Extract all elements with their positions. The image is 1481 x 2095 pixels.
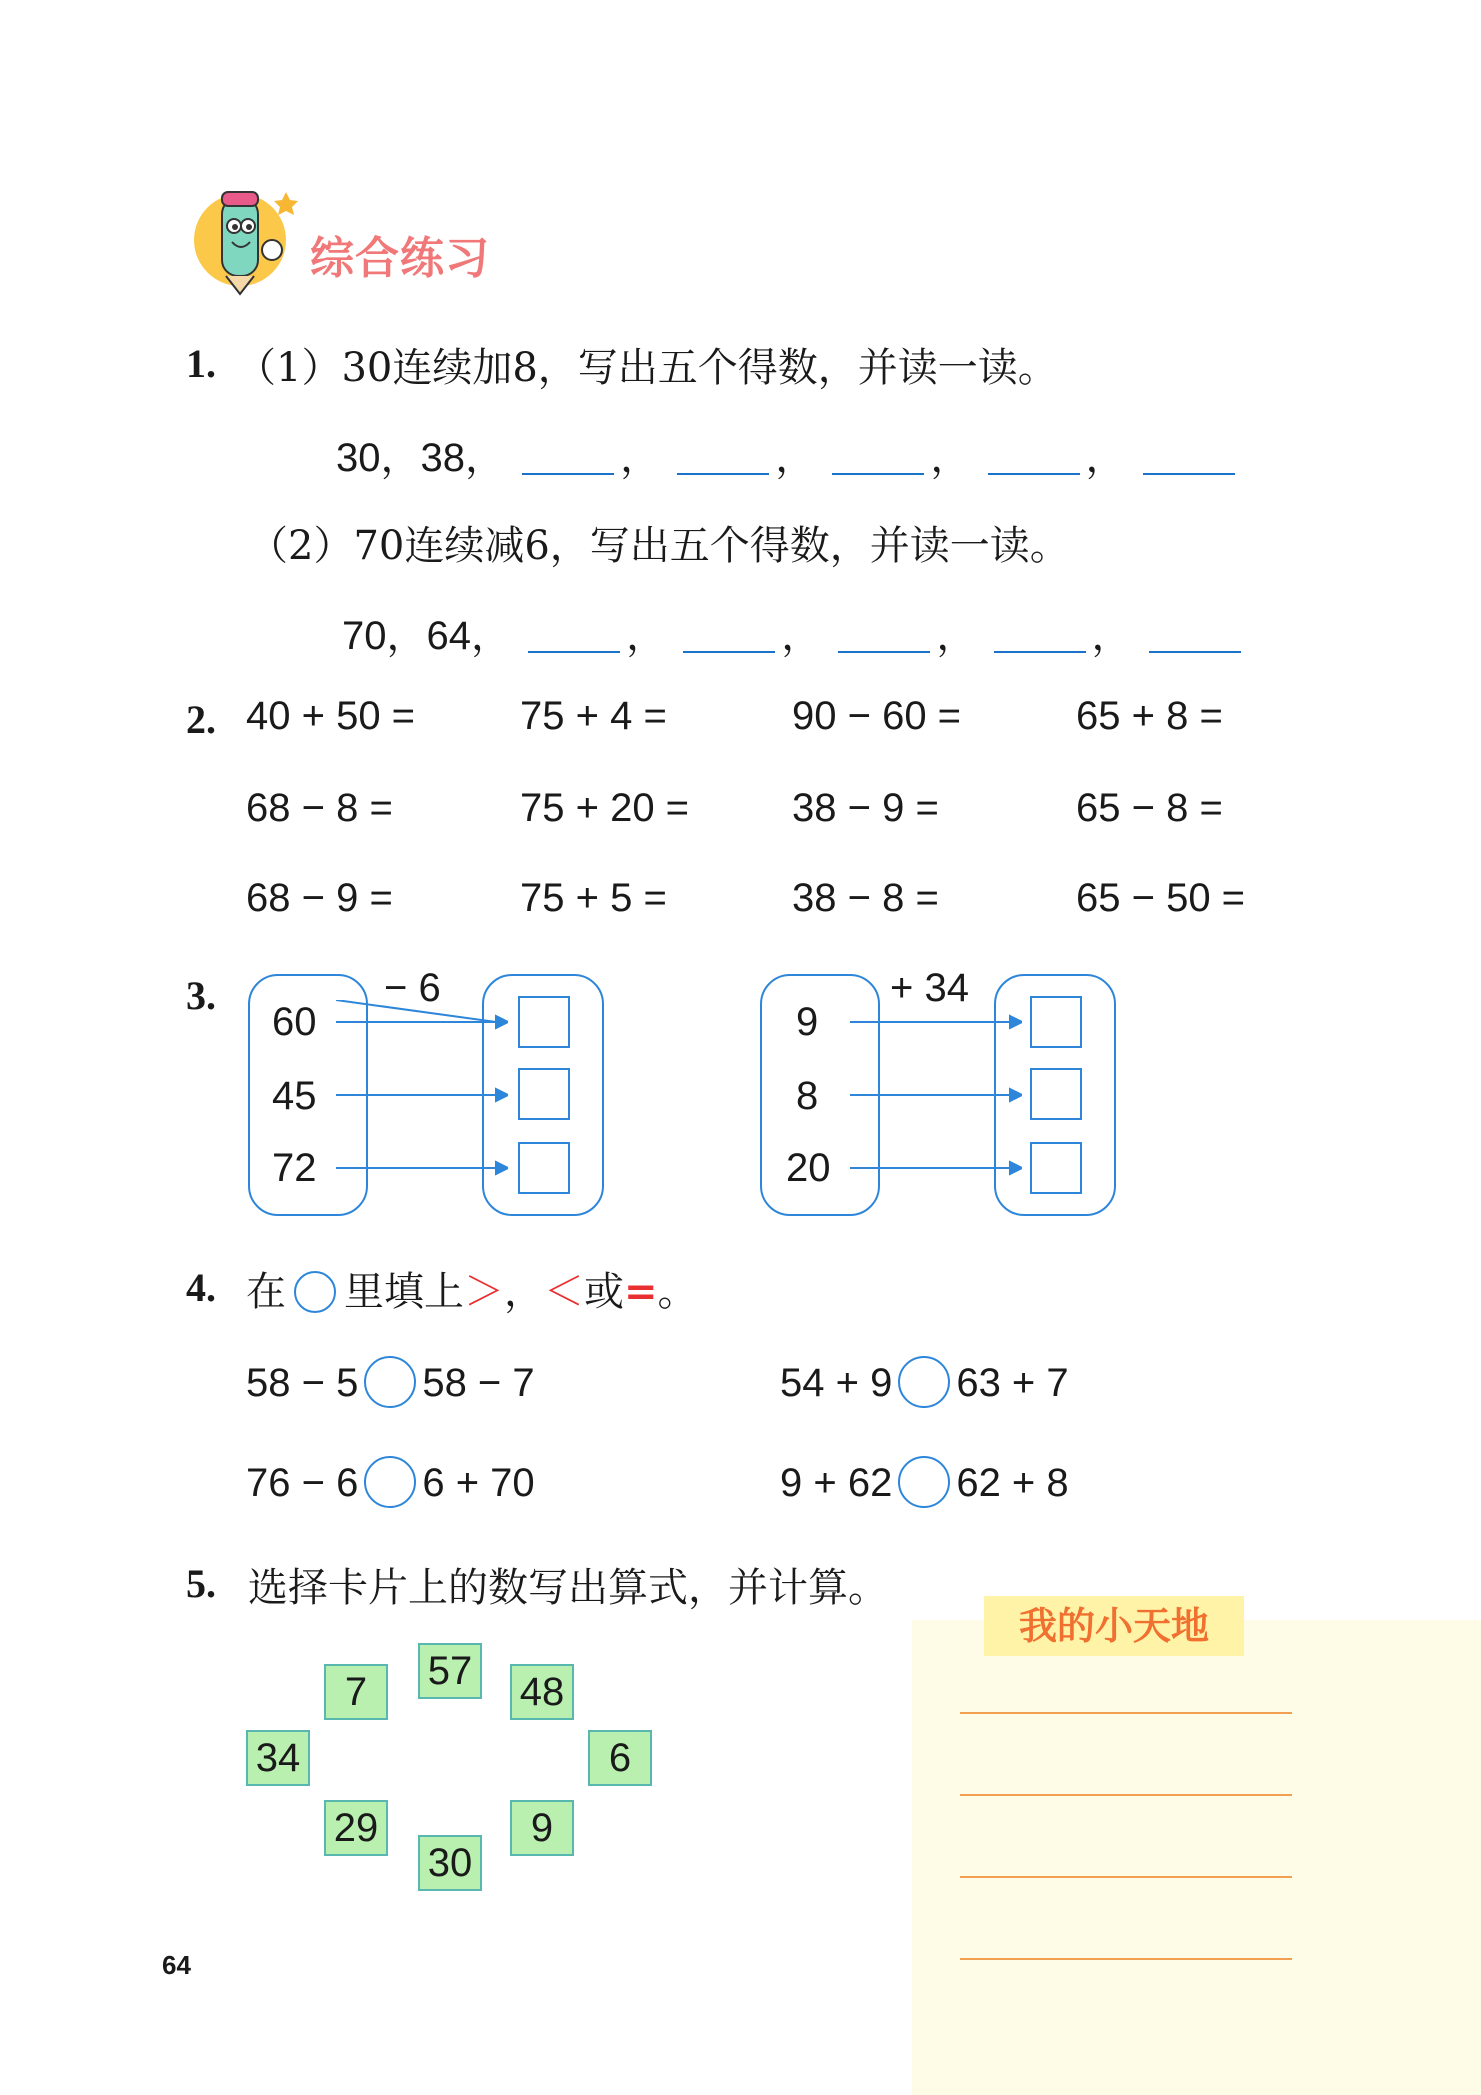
q3-left-input-2: 45 [272,1074,317,1118]
q2-r1-c4: 65 + 8 = [1076,694,1223,738]
number-card-57[interactable]: 57 [418,1643,482,1699]
q3-right-answer-box-1[interactable] [1030,996,1082,1048]
q2-r3-c1: 68 − 9 = [246,876,393,920]
q3-left-answer-box-1[interactable] [518,996,570,1048]
page-number: 64 [162,1950,191,1980]
q1-part2-given-1: 70 [342,614,387,658]
q3-right-input-2: 8 [796,1074,819,1118]
q1-part2-answers: 70，64， ， ， ， ， [342,604,1247,661]
section-title: 综合练习 [310,233,490,284]
q1-part1-given-2: 38 [420,436,465,480]
notes-line-2[interactable] [960,1794,1292,1796]
q3-left-operation: − 6 [384,966,441,1010]
q2-r1-c3: 90 − 60 = [792,694,962,738]
q2-r3-c3: 38 − 8 = [792,876,939,920]
q4-comparison-1: 58 − 5 58 − 7 [246,1356,535,1408]
number-card-48[interactable]: 48 [510,1664,574,1720]
q4-comparison-3: 76 − 6 6 + 70 [246,1456,535,1508]
less-than-sign: ＜ [544,1269,584,1315]
q1-part1-prompt [236,336,1058,393]
q2-r3-c4: 65 − 50 = [1076,876,1246,920]
answer-blank[interactable] [838,651,930,653]
q2-r2-c3: 38 − 9 = [792,786,939,830]
q2-r3-c2: 75 + 5 = [520,876,667,920]
q3-right-operation: + 34 [890,966,969,1010]
q2-r1-c1: 40 + 50 = [246,694,416,738]
number-card-29[interactable]: 29 [324,1800,388,1856]
answer-blank[interactable] [994,651,1086,653]
number-card-6[interactable]: 6 [588,1730,652,1786]
q3-right-answer-box-3[interactable] [1030,1142,1082,1194]
q2-r2-c4: 65 − 8 = [1076,786,1223,830]
pencil-mascot-icon [182,178,312,298]
q4-comparison-2: 54 + 9 63 + 7 [780,1356,1069,1408]
compare-circle[interactable] [898,1456,950,1508]
greater-than-sign: ＞ [464,1269,504,1315]
q5-instruction: 选择卡片上的数写出算式，并计算。 [248,1565,888,1611]
answer-blank[interactable] [1143,473,1235,475]
compare-circle[interactable] [364,1456,416,1508]
notes-line-4[interactable] [960,1958,1292,1960]
q3-right-answer-box-2[interactable] [1030,1068,1082,1120]
q1-part2-text: 70连续减6，写出五个得数，并读一读。 [353,523,1070,569]
q1-part1-answers: 30，38， ， ， ， ， [336,426,1241,483]
q4-comparison-4: 9 + 62 62 + 8 [780,1456,1069,1508]
q3-left-input-1: 60 [272,1000,317,1044]
equals-sign: = [624,1268,658,1315]
q1-part2-label: （2） [248,523,354,569]
q4-instruction: 在 里填上＞，＜或=。 [246,1268,698,1315]
notes-area [912,1620,1481,2095]
q3-number: 3. [186,973,216,1018]
q3-right-input-1: 9 [796,1000,819,1044]
notes-line-3[interactable] [960,1876,1292,1878]
answer-blank[interactable] [832,473,924,475]
q3-left-arrows [336,1000,508,1180]
notes-title: 我的小天地 [984,1596,1244,1656]
answer-blank[interactable] [683,651,775,653]
q1-number: 1. [186,341,216,386]
q5-number: 5. [186,1561,216,1606]
number-card-34[interactable]: 34 [246,1730,310,1786]
q3-left-answer-box-2[interactable] [518,1068,570,1120]
compare-circle[interactable] [364,1356,416,1408]
q3-right-arrows [850,1000,1022,1180]
q1-part1-text: 30连续加8，写出五个得数，并读一读。 [341,345,1058,391]
q2-r1-c2: 75 + 4 = [520,694,667,738]
arrow-right-icon [336,1000,496,1022]
q2-number: 2. [186,697,216,742]
answer-blank[interactable] [677,473,769,475]
number-card-30[interactable]: 30 [418,1835,482,1891]
answer-blank[interactable] [528,651,620,653]
number-card-7[interactable]: 7 [324,1664,388,1720]
q3-left-input-3: 72 [272,1146,317,1190]
header-mascot [182,178,312,298]
number-card-9[interactable]: 9 [510,1800,574,1856]
q3-right-input-3: 20 [786,1146,831,1190]
q1-part1-given-1: 30 [336,436,381,480]
notes-line-1[interactable] [960,1712,1292,1714]
answer-blank[interactable] [522,473,614,475]
q2-r2-c1: 68 − 8 = [246,786,393,830]
q1-part2-given-2: 64 [426,614,471,658]
q4-number: 4. [186,1265,216,1310]
q3-left-answer-box-3[interactable] [518,1142,570,1194]
q1-part2-prompt [248,514,1070,571]
answer-blank[interactable] [988,473,1080,475]
answer-blank[interactable] [1149,651,1241,653]
q2-r2-c2: 75 + 20 = [520,786,690,830]
compare-circle[interactable] [898,1356,950,1408]
circle-icon [294,1271,336,1313]
q1-part1-label: （1） [236,345,342,391]
